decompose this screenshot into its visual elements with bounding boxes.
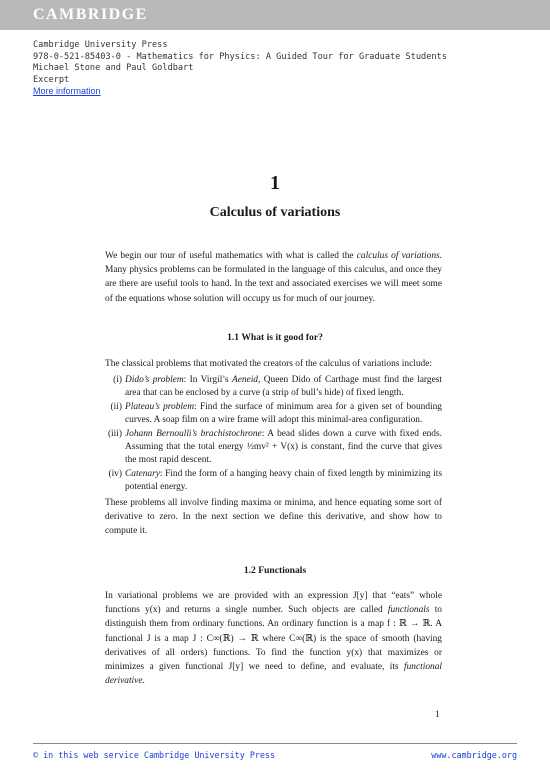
excerpt-label: Excerpt — [33, 74, 70, 85]
publisher-name: Cambridge University Press — [33, 40, 168, 50]
more-information-link[interactable]: More information — [33, 86, 101, 97]
list-item: (ii) Plateau’s problem: Find the surface of minimum area for a given set of bounding curves. A soap film on a wire frame will adopt this minimal-area configuration. — [110, 401, 442, 426]
list-item: (iii) Johann Bernoulli’s brachistochrone: A bead slides down a curve with fixed ends. Assuming that the total energy ½mv² + V(x) is constant, find the curve that gives the most rapid descent. — [107, 428, 442, 466]
book-authors: Michael Stone and Paul Goldbart — [33, 63, 194, 74]
intro-paragraph: We begin our tour of useful mathematics with what is called the calculus of variations. Many physics problems can be formulated in the language of this calculus, and once they are there are useful tools to hand. In the text and associated exercises we will meet some of the equations whose solution will occupy us for much of our journey. — [105, 251, 442, 304]
section-heading-1-2: 1.2 Functionals — [243, 565, 307, 576]
section-heading-1-1: 1.1 What is it good for? — [227, 332, 323, 343]
publisher-banner — [0, 0, 550, 30]
copyright-link[interactable]: © in this web service Cambridge University Press — [33, 750, 276, 760]
book-isbn-title: 978-0-521-85403-0 - Mathematics for Physics: A Guided Tour for Graduate Students — [33, 51, 447, 62]
classical-problems-list — [105, 374, 442, 495]
cambridge-website-link[interactable]: www.cambridge.org — [431, 750, 517, 760]
functionals-paragraph: In variational problems we are provided with an expression J[y] that “eats” whole functions y(x) and returns a single number. Such objects are called functionals to distinguish them from ordinary functions. An ordinary function is a map f : ℝ → ℝ. A functional J is a map J : C∞(ℝ) → ℝ where C∞(ℝ) is the space of smooth (having derivatives of all orders) functions. To find the function y(x) that maximizes or minimizes a given functional J[y] we need to define, and evaluate, its functional derivative. — [105, 591, 442, 687]
list-item: (iv) Catenary: Find the form of a hanging heavy chain of fixed length by minimizing its potential energy. — [108, 468, 442, 493]
page-number: 1 — [435, 710, 440, 720]
chapter-number: 1 — [270, 172, 280, 194]
section-1-1-closing: These problems all involve finding maxima or minima, and hence equating some sort of derivative to zero. In the next section we define this derivative, and show how to compute it. — [105, 498, 442, 537]
chapter-title: Calculus of variations — [209, 205, 341, 220]
footer-divider — [33, 743, 517, 744]
cambridge-logo: CAMBRIDGE — [33, 6, 148, 23]
section-1-1-lead: The classical problems that motivated the creators of the calculus of variations include: — [105, 359, 432, 369]
list-item: (i) Dido’s problem: In Virgil’s Aeneid, Queen Dido of Carthage must find the largest area that can be enclosed by a curve (a strip of bull’s hide) of fixed length. — [113, 375, 442, 399]
page-header — [33, 40, 447, 98]
